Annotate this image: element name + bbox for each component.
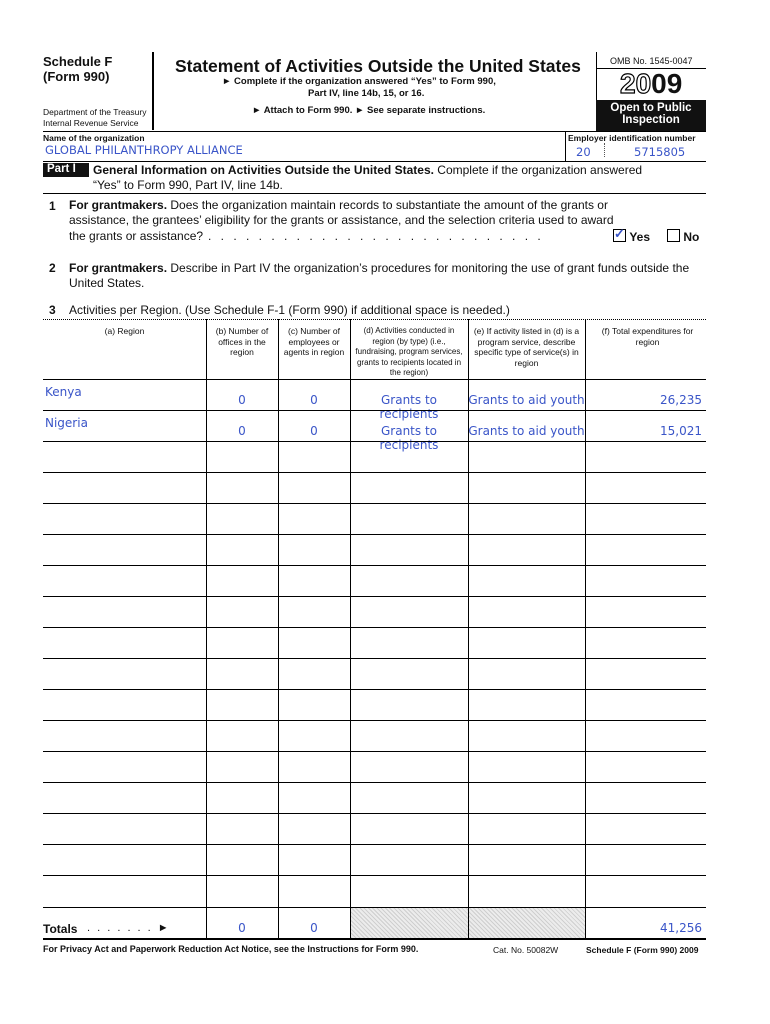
part-tag: Part I <box>43 163 89 177</box>
q1-yes-option[interactable] <box>613 229 650 244</box>
yes-label: Yes <box>629 230 651 244</box>
inspection-label: Inspection <box>622 114 680 126</box>
no-label: No <box>683 230 700 244</box>
schedule-label: Schedule F <box>43 54 113 69</box>
privacy-notice: For Privacy Act and Paperwork Reduction Act Notice, see the Instructions for Form 990. <box>43 944 419 954</box>
empty-row-rule <box>43 720 706 721</box>
ein-suffix[interactable]: 5715805 <box>634 145 686 159</box>
form-title: Statement of Activities Outside the United States <box>175 56 581 76</box>
col-header-service: (e) If activity listed in (d) is a program service, describe specific type of service(s) in region <box>473 326 580 368</box>
part-title-line2: “Yes” to Form 990, Part IV, line 14b. <box>93 178 283 192</box>
empty-row-rule <box>43 689 706 690</box>
col-header-expenditures: (f) Total expenditures for region <box>601 326 694 347</box>
q1-dots: . . . . . . . . . . . . . . . . . . . . . . . . . . . <box>208 229 544 243</box>
service-cell[interactable]: Grants to aid youth <box>468 393 585 407</box>
q1-line3: the grants or assistance? <box>69 229 204 243</box>
catalog-number: Cat. No. 50082W <box>493 945 559 955</box>
instruction-line-2: Part IV, line 14b, 15, or 16. <box>308 88 425 99</box>
expenditures-cell[interactable]: 15,021 <box>660 424 702 438</box>
empty-row-rule <box>43 627 706 628</box>
table-row <box>43 410 706 452</box>
region-cell[interactable]: Kenya <box>45 385 82 399</box>
col-header-offices: (b) Number of offices in the region <box>215 326 269 357</box>
empty-row-rule <box>43 782 706 783</box>
totals-dots: . . . . . . . ► <box>87 922 171 934</box>
service-cell[interactable]: Grants to aid youth <box>468 424 585 438</box>
q1-number: 1 <box>49 199 56 213</box>
open-public-label: Open to Public <box>610 102 692 114</box>
employees-cell[interactable]: 0 <box>310 393 318 407</box>
empty-row-rule <box>43 565 706 566</box>
offices-cell[interactable]: 0 <box>238 424 246 438</box>
tax-year <box>620 68 682 100</box>
offices-cell[interactable]: 0 <box>238 393 246 407</box>
col-header-employees: (c) Number of employees or agents in region <box>283 326 345 357</box>
region-cell[interactable]: Nigeria <box>45 416 88 430</box>
col-header-activities: (d) Activities conducted in region (by type) (i.e., fundraising, program services, grants to recipients located in the region) <box>355 326 463 377</box>
empty-row-rule <box>43 875 706 876</box>
q2-number: 2 <box>49 261 56 275</box>
q3-number: 3 <box>49 303 56 317</box>
totals-label: Totals <box>43 922 78 936</box>
q2-rest: Describe in Part IV the organization’s procedures for monitoring the use of grant funds outside the <box>167 261 690 275</box>
table-row <box>43 379 706 421</box>
q1-line2: assistance, the grantees’ eligibility for the grants or assistance, and the selection criteria used to award <box>69 213 614 227</box>
employees-cell[interactable]: 0 <box>310 424 318 438</box>
empty-row-rule <box>43 534 706 535</box>
totals-row <box>43 907 706 939</box>
no-checkbox[interactable] <box>667 229 680 242</box>
org-name-label: Name of the organization <box>43 133 145 143</box>
part-title-bold: General Information on Activities Outside the United States. <box>93 163 434 177</box>
col-header-region: (a) Region <box>104 326 145 336</box>
tax-year-bold: 09 <box>651 68 683 99</box>
part-title-rest: Complete if the organization answered <box>433 163 643 177</box>
q1-rest: Does the organization maintain records to substantiate the amount of the grants or <box>167 198 608 212</box>
empty-row-rule <box>43 844 706 845</box>
q2-bold: For grantmakers. <box>69 261 168 275</box>
empty-row-rule <box>43 751 706 752</box>
totals-employees[interactable]: 0 <box>310 921 318 935</box>
q3-text: Activities per Region. (Use Schedule F-1 (Form 990) if additional space is needed.) <box>69 303 510 317</box>
form-identifier: Schedule F (Form 990) 2009 <box>586 945 699 955</box>
q1-text <box>69 198 608 212</box>
activity-cell[interactable]: Grants to recipients <box>379 393 439 421</box>
activity-cell[interactable]: Grants to recipients <box>379 424 439 452</box>
ein-prefix[interactable]: 20 <box>576 145 591 159</box>
tax-year-outline: 20 <box>620 68 652 99</box>
empty-row-rule <box>43 813 706 814</box>
totals-expenditures[interactable]: 41,256 <box>660 921 702 935</box>
open-public-box <box>596 100 706 131</box>
q1-bold: For grantmakers. <box>69 198 168 212</box>
yes-checkbox[interactable] <box>613 229 626 242</box>
irs-label: Internal Revenue Service <box>43 118 139 128</box>
org-name-value[interactable]: GLOBAL PHILANTHROPY ALLIANCE <box>45 143 243 157</box>
ein-separator <box>604 143 605 157</box>
table-top-rule <box>43 319 706 320</box>
instruction-line-3: ► Attach to Form 990. ► See separate instructions. <box>252 105 486 116</box>
dept-treasury: Department of the Treasury <box>43 107 147 117</box>
q2-text <box>69 261 689 275</box>
q1-no-option[interactable] <box>667 229 699 244</box>
part-title <box>93 163 642 177</box>
q2-line2: United States. <box>69 276 145 290</box>
expenditures-cell[interactable]: 26,235 <box>660 393 702 407</box>
ein-label: Employer identification number <box>568 133 696 143</box>
instruction-line-1: ► Complete if the organization answered “Yes” to Form 990, <box>222 76 496 87</box>
empty-row-rule <box>43 658 706 659</box>
omb-number: OMB No. 1545-0047 <box>610 56 693 66</box>
empty-row-rule <box>43 596 706 597</box>
empty-row-rule <box>43 472 706 473</box>
empty-row-rule <box>43 503 706 504</box>
form-label: (Form 990) <box>43 69 110 84</box>
totals-offices[interactable]: 0 <box>238 921 246 935</box>
